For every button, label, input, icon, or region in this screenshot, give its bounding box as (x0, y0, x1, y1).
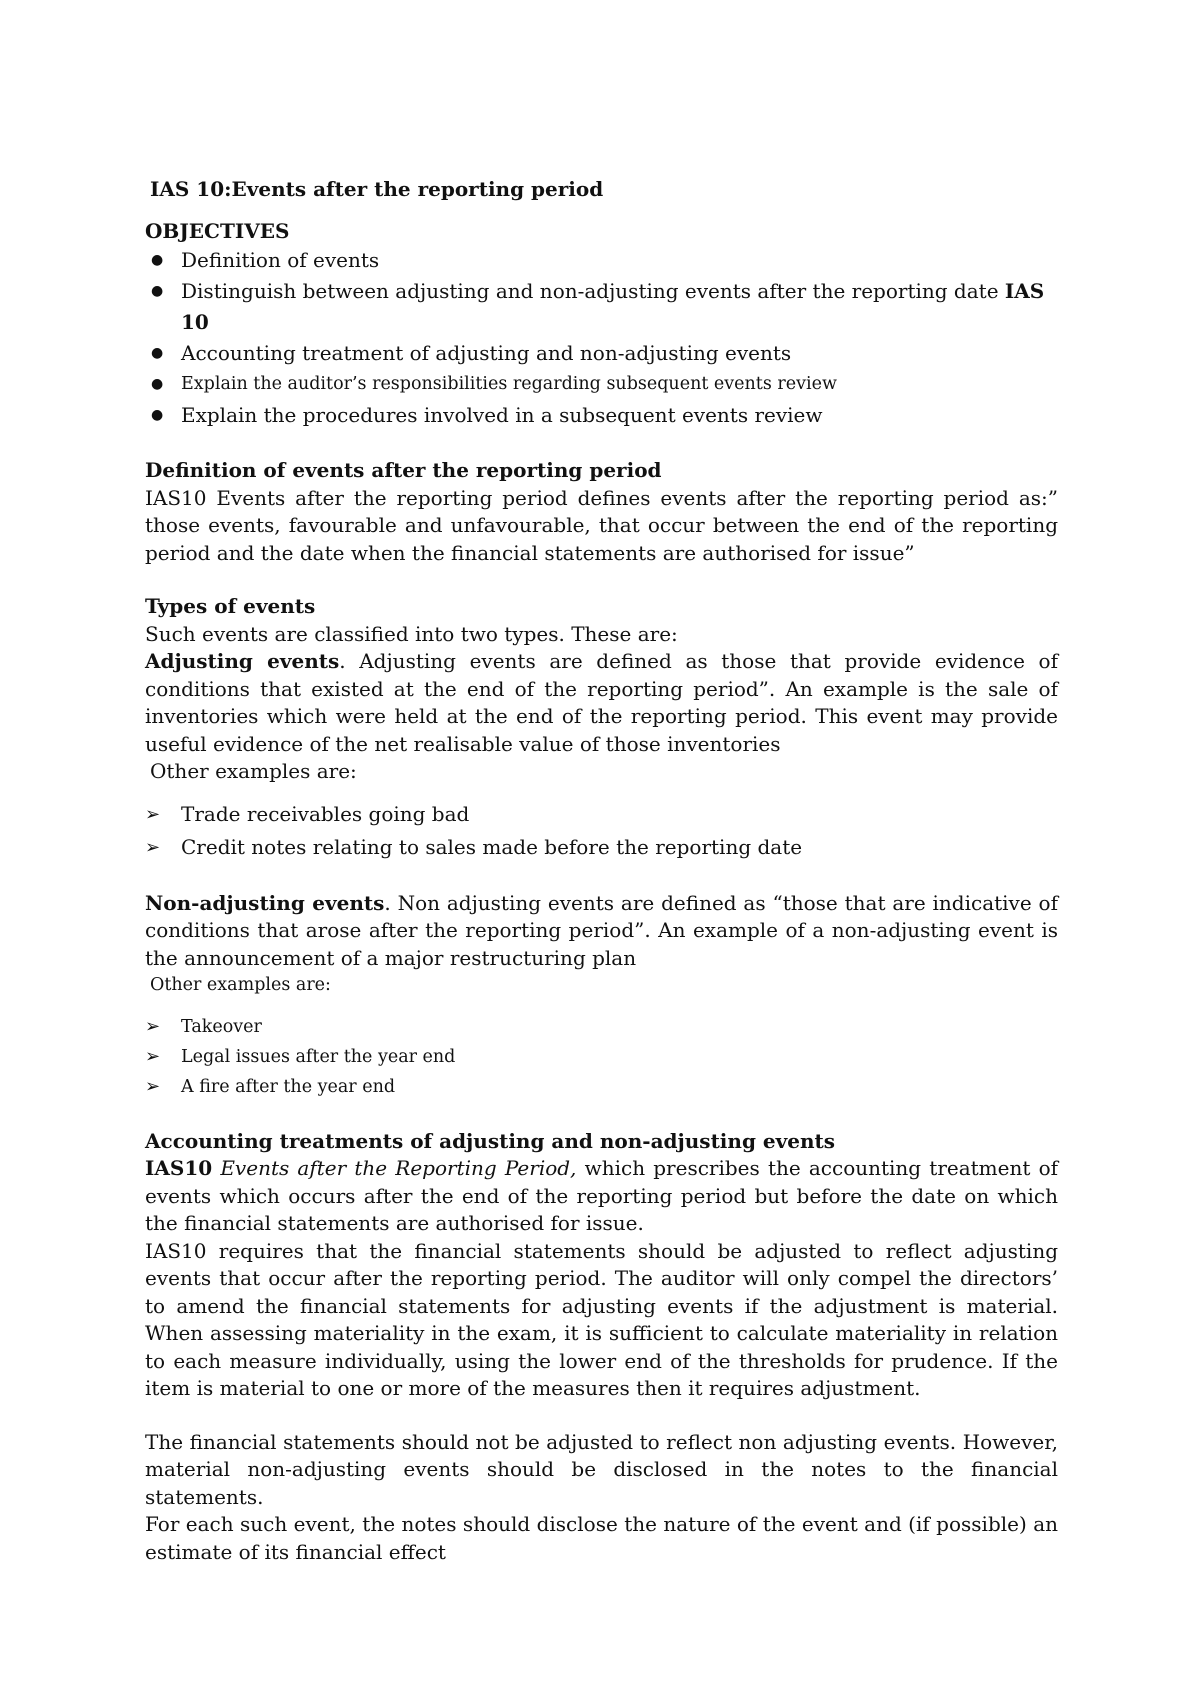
bullet-icon: ● (151, 407, 164, 423)
nonadjusting-events-paragraph: Non-adjusting events. Non adjusting events are defined as “those that are indicative of conditions that arose after the reporting period”. An example of a non-adjusting event is the announcement of a major restructuring plan (145, 890, 1058, 970)
list-item: ● Definition of events (145, 245, 1058, 276)
arrow-bullet-icon: ➢ (145, 1045, 161, 1067)
list-item: ➢ Trade receivables going bad (145, 798, 1058, 831)
arrow-bullet-icon: ➢ (145, 1075, 161, 1097)
accounting-paragraph-1: IAS10 Events after the Reporting Period, which prescribes the accounting treatment of events which occurs after the end of the reporting period but before the date on which the financial statements are authorised for issue. (145, 1156, 1059, 1235)
objectives-list (145, 245, 1058, 431)
nonadjusting-examples-list (145, 1012, 1058, 1102)
definition-heading: Definition of events after the reporting period (145, 458, 662, 482)
list-item: ➢ Takeover (145, 1012, 1058, 1042)
arrow-bullet-icon: ➢ (145, 836, 161, 858)
nonadjusting-other-examples: Other examples are: (150, 975, 331, 995)
list-item: ➢ Credit notes relating to sales made before the reporting date (145, 831, 1058, 864)
accounting-paragraph-3: The financial statements should not be adjusted to reflect non adjusting events. However, material non-adjusting events should be disclosed in the notes to the financial statements. (145, 1429, 1058, 1509)
accounting-paragraph-2: IAS10 requires that the financial statements should be adjusted to reflect adjusting events that occur after the reporting period. The auditor will only compel the directors’ to amend the financial statements for adjusting events if the adjustment is material. When assessing materiality in the exam, it is sufficient to calculate materiality in relation to each measure individually, using the lower end of the thresholds for prudence. If the item is material to one or more of the measures then it requires adjustment. (145, 1238, 1058, 1400)
list-item: ● Distinguish between adjusting and non-adjusting events after the reporting date IAS 10 (145, 276, 1058, 338)
objectives-heading: OBJECTIVES (145, 218, 290, 243)
list-item: ● Accounting treatment of adjusting and non-adjusting events (145, 338, 1058, 369)
bullet-icon: ● (151, 376, 164, 392)
list-item: ● Explain the auditor’s responsibilities regarding subsequent events review (145, 369, 1058, 400)
adjusting-events-paragraph: Adjusting events. Adjusting events are defined as those that provide evidence of conditions that existed at the end of the reporting period”. An example is the sale of inventories which were held at the end of the reporting period. This event may provide useful evidence of the net realisable value of those inventories (145, 649, 1058, 756)
accounting-heading: Accounting treatments of adjusting and non-adjusting events (145, 1128, 835, 1153)
adjusting-events-label: Adjusting events (145, 649, 340, 673)
adjusting-examples-list (145, 798, 1058, 864)
list-item: ➢ A fire after the year end (145, 1072, 1058, 1102)
document-title: IAS 10:Events after the reporting period (150, 177, 604, 201)
adjusting-other-examples: Other examples are: (150, 759, 357, 783)
bullet-icon: ● (151, 252, 164, 268)
types-intro: Such events are classified into two types. These are: (145, 621, 678, 646)
arrow-bullet-icon: ➢ (145, 803, 161, 825)
bullet-icon: ● (151, 283, 164, 299)
types-heading: Types of events (145, 594, 316, 618)
arrow-bullet-icon: ➢ (145, 1015, 161, 1037)
document-body (145, 176, 1058, 1566)
list-item: ● Explain the procedures involved in a subsequent events review (145, 400, 1058, 431)
bullet-icon: ● (151, 345, 164, 361)
accounting-paragraph-4: For each such event, the notes should disclose the nature of the event and (if possible) an estimate of its financial effect (145, 1512, 1058, 1564)
list-item: ➢ Legal issues after the year end (145, 1042, 1058, 1072)
definition-text: IAS10 Events after the reporting period defines events after the reporting period as:” those events, favourable and unfavourable, that occur between the end of the reporting period and the date when the financial statements are authorised for issue” (145, 485, 1058, 565)
nonadjusting-events-label: Non-adjusting events (145, 890, 385, 915)
